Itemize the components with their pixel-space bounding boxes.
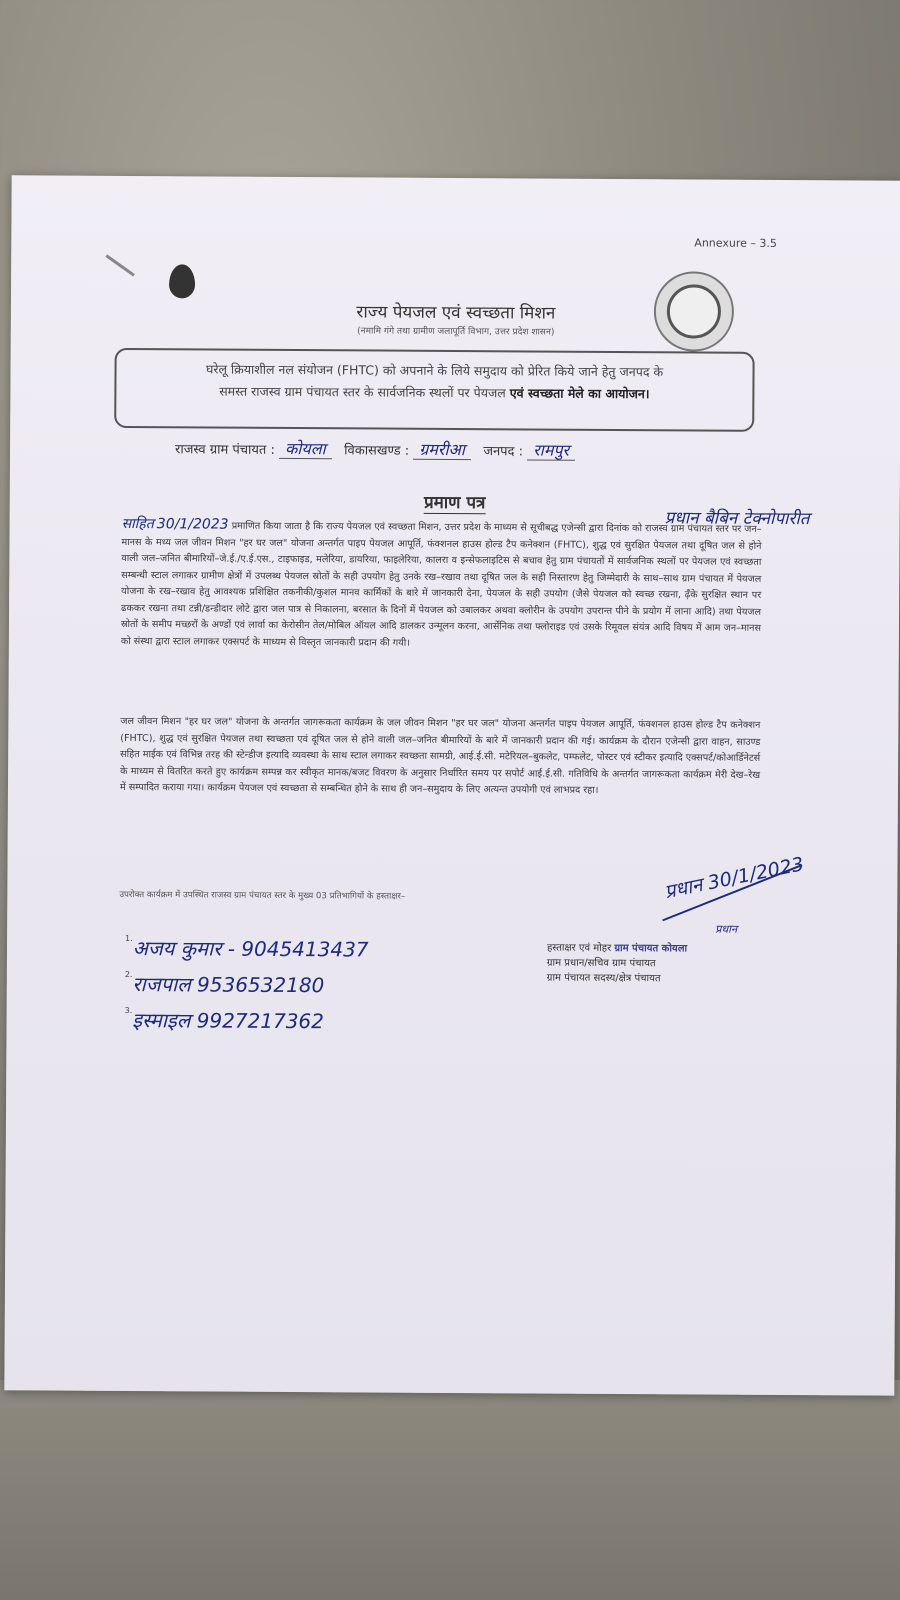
- annexure-label: Annexure – 3.5: [694, 236, 777, 250]
- mission-subtitle: (नमामि गंगे तथा ग्रामीण जलापूर्ति विभाग, उत्तर प्रदेश शासन): [357, 326, 555, 338]
- floor-background: [0, 1380, 900, 1600]
- certificate-heading: प्रमाण पत्र: [423, 492, 486, 514]
- pradhan-signature: प्रधान 30/1/2023: [662, 853, 806, 904]
- panchayat-value: कोयला: [279, 439, 332, 459]
- panchayat-label: राजस्व ग्राम पंचायत :: [174, 442, 275, 458]
- certificate-paper: [4, 175, 900, 1395]
- participant-3: $^{3.}$इस्माइल 9927217362: [124, 1005, 325, 1034]
- location-fields: [175, 436, 775, 462]
- block-label: विकासखण्ड :: [344, 443, 410, 459]
- event-banner: [114, 348, 754, 432]
- panchayat-stamp: ग्राम पंचायत कोयला: [614, 942, 688, 955]
- pen-mark: [105, 254, 134, 276]
- signature-sub: प्रधान: [715, 922, 738, 936]
- handwritten-margin: साहित: [121, 515, 154, 533]
- paragraph-2: जल जीवन मिशन "हर घर जल" योजना के अन्तर्गत जागरूकता कार्यक्रम के जल जीवन मिशन "हर घर जल" योजना अन्तर्गत पाइप पेयजल आपूर्ति, फंक्शनल हाउस होल्ड टैप कनेक्शन (FHTC), शुद्ध एवं सुरक्षित पेयजल तथा स्वच्छता एवं दूषित जल से होने वाली जल–जनित बीमारियों के बारे में जानकारी प्रदान की गई। कार्यक्रम के दौरान एजेन्सी द्वारा वाहन, साउण्ड सहित माईक एवं विभिन्न तरह की स्टेन्डीज इत्यादि व्यवस्था के साथ स्टाल लगाकर स्वच्छता सामग्री, आई.ई.सी. मटेरियल–बुकलेट, पम्फलेट, पोस्टर एवं स्टीकर इत्यादि एक्सपर्ट/कोआर्डिनेटर्स के माध्यम से वितरित करते हुए कार्यक्रम सम्पन्न कर स्वीकृत मानक/बजट विवरण के अनुसार निर्धारित समय पर सपोर्ट आई.ई.सी. गतिविधि के अन्तर्गत जागरूकता कार्यक्रम मेरी देख–रेख में सम्पादित कराया गया। कार्यक्रम पेयजल एवं स्वच्छता से सम्बन्धित होने के साथ ही जन–समुदाय के लिए अत्यन्त उपयोगी एवं लाभप्रद रहा।: [119, 715, 761, 796]
- banner-line-2-bold: एवं स्वच्छता मेले का आयोजन।: [509, 385, 650, 402]
- paragraph-1: साहित 30/1/2023 प्रमाणित किया जाता है कि राज्य पेयजल एवं स्वच्छता मिशन, उत्तर प्रदेश के माध्यम से सूचीबद्ध एजेन्सी द्वारा दिनांक को राजस्व ग्राम पंचायत स्तर पर जन–मानस के मध्य जल जीवन मिशन "हर घर जल" योजना अन्तर्गत पाइप पेयजल आपूर्ति, फंक्शनल हाउस होल्ड टैप कनेक्शन (FHTC), शुद्ध एवं सुरक्षित पेयजल तथा दूषित जल से होने वाली जल–जनित बीमारियों–जे.ई./ए.ई.एस., टाइफाइड, मलेरिया, डायरिया, फाइलेरिया, कालरा व इन्सेफलाइटिस से बचाव हेतु ग्राम पंचायतों में सार्वजनिक स्थलों पर पेयजल एवं स्वच्छता सम्बन्धी स्टाल लगाकर ग्रामीण क्षेत्रों में उपलब्ध पेयजल स्रोतों के सही उपयोग हेतु उनके रख–रखाव तथा दूषित जल के सही निस्तारण हेतु जिम्मेदारी के साथ–साथ ग्राम पंचायत में पेयजल योजना के रख–रखाव हेतु आवश्यक प्रशिक्षित तकनीकी/कुशल मानव कार्मिकों के बारे में जानकारी देना, पेयजल के सही उपयोग (जैसे पेयजल को स्वच्छ रखना, ढ़ँके सुरक्षित स्थान पर ढककर रखना तथा टन्नी/डन्डीदार लोटे द्वारा जल पात्र से निकालना, बरसात के दिनों में पेयजल को उबालकर अथवा क्लोरीन के उपयोग उपरान्त पीने के प्रयोग में लाना आदि) तथा पेयजल स्रोतों के समीप मच्छरों के अण्डों एवं लार्वा का केरोसीन तेल/मोबिल ऑयल आदि डालकर उन्मूलन करना, आर्सेनिक तथा फ्लोराइड एवं उसके रिमूवल संयंत्र आदि विषय में आम जन–मानस को संस्था द्वारा स्टाल लगाकर एक्सपर्ट के माध्यम से विस्तृत जानकारी प्रदान की गयी।: [120, 515, 762, 649]
- participant-1: $^{1.}$अजय कुमार - 9045413437: [125, 933, 369, 962]
- mission-title: राज्य पेयजल एवं स्वच्छता मिशन: [356, 302, 556, 324]
- banner-line-2: समस्त राजस्व ग्राम पंचायत स्तर के सार्वजनिक स्थलों पर पेयजल: [219, 383, 506, 401]
- handwritten-agency: प्रधान बैबिन टेक्नोपारीत: [664, 508, 810, 530]
- signature-block: हस्ताक्षर एवं मोहर ग्राम पंचायत कोयला ग्राम प्रधान/सचिव ग्राम पंचायत ग्राम पंचायत सदस्य/क्षेत्र पंचायत: [546, 942, 688, 985]
- handwritten-date: 30/1/2023: [156, 516, 229, 533]
- participant-2: $^{2.}$राजपाल 9536532180: [124, 969, 325, 998]
- district-label: जनपद :: [483, 444, 524, 460]
- district-value: रामपुर: [527, 440, 575, 460]
- banner-line-1: घरेलू क्रियाशील नल संयोजन (FHTC) को अपनाने के लिये समुदाय को प्रेरित किये जाने हेतु जनपद के: [205, 361, 664, 380]
- block-value: ग्रमरीआ: [413, 440, 471, 460]
- participants-label: उपरोक्त कार्यक्रम में उपस्थित राजस्व ग्राम पंचायत स्तर के मुख्य 03 प्रतिभागियों के हस्ताक्षर–: [119, 889, 406, 902]
